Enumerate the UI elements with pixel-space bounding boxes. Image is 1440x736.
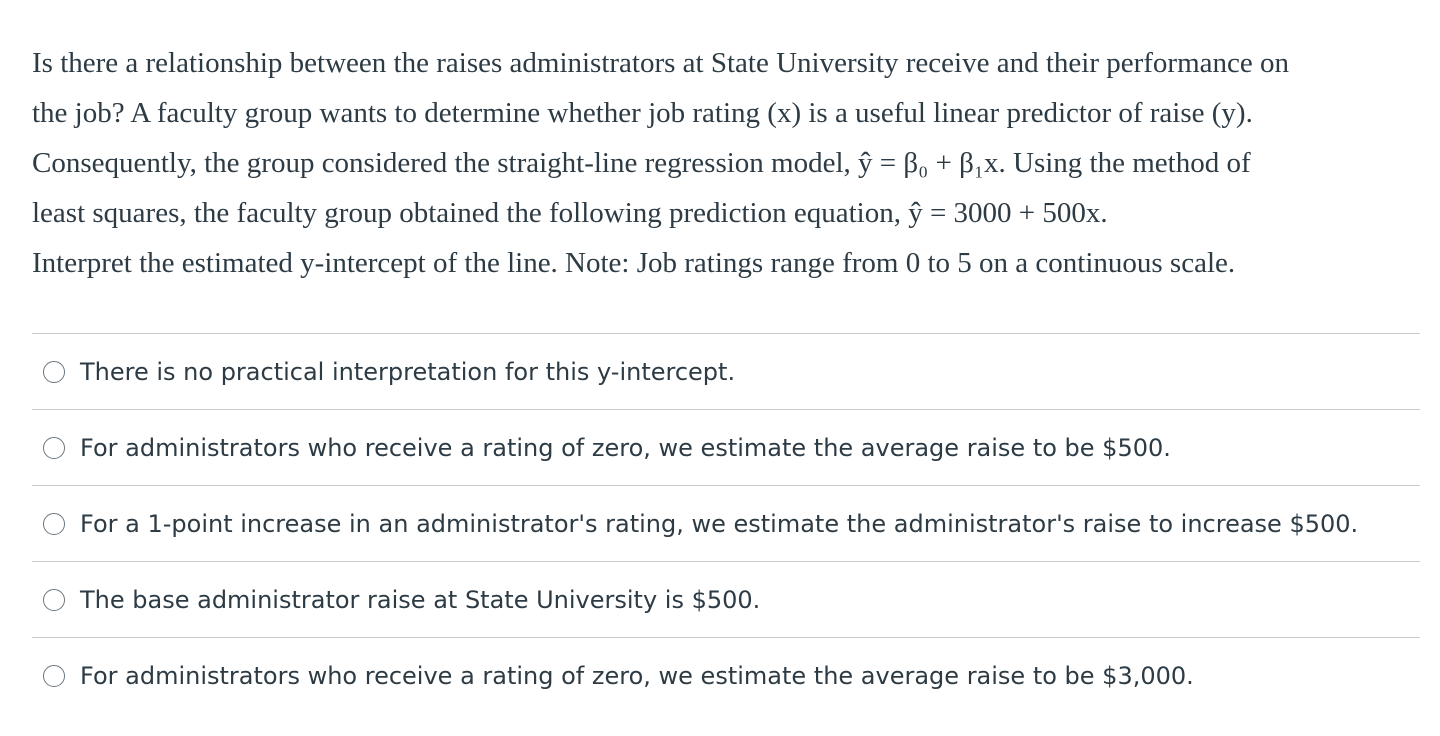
radio-button-icon[interactable] bbox=[43, 513, 65, 535]
answer-label: For administrators who receive a rating of zero, we estimate the average raise to be $3,000. bbox=[80, 661, 1194, 690]
regression-model-formula: ŷ = β₀ + β₁x bbox=[858, 147, 999, 179]
answer-option-2[interactable] bbox=[32, 410, 1420, 486]
radio-button-icon[interactable] bbox=[43, 665, 65, 687]
answer-label: The base administrator raise at State University is $500. bbox=[80, 585, 761, 614]
answer-list bbox=[32, 333, 1420, 713]
question-line-2: the job? A faculty group wants to determine whether job rating (x) is a useful linear predictor of raise (y). bbox=[32, 97, 1253, 129]
answer-label: For a 1-point increase in an administrator's rating, we estimate the administrator's raise to increase $500. bbox=[80, 509, 1359, 538]
answer-option-3[interactable] bbox=[32, 486, 1420, 562]
question-line-5: Interpret the estimated y-intercept of the line. Note: Job ratings range from 0 to 5 on a continuous scale. bbox=[32, 247, 1236, 279]
question-line-4 bbox=[32, 188, 1427, 238]
prediction-equation: ŷ = 3000 + 500x bbox=[908, 197, 1101, 229]
answer-label: For administrators who receive a rating of zero, we estimate the average raise to be $500. bbox=[80, 433, 1171, 462]
question-line-3-prefix: Consequently, the group considered the straight-line regression model, bbox=[32, 147, 859, 179]
question-line-3 bbox=[32, 138, 1427, 188]
question-line-1: Is there a relationship between the raises administrators at State University receive and their performance on bbox=[32, 47, 1289, 79]
question-text bbox=[32, 38, 1427, 288]
question-line-3-suffix: . Using the method of bbox=[998, 147, 1251, 179]
question-line-4-prefix: least squares, the faculty group obtained the following prediction equation, bbox=[32, 197, 909, 229]
question-line-4-suffix: . bbox=[1100, 197, 1108, 229]
radio-button-icon[interactable] bbox=[43, 589, 65, 611]
answer-label: There is no practical interpretation for this y-intercept. bbox=[80, 357, 736, 386]
answer-option-5[interactable] bbox=[32, 638, 1420, 713]
radio-button-icon[interactable] bbox=[43, 437, 65, 459]
radio-button-icon[interactable] bbox=[43, 361, 65, 383]
answer-option-4[interactable] bbox=[32, 562, 1420, 638]
answer-option-1[interactable] bbox=[32, 334, 1420, 410]
